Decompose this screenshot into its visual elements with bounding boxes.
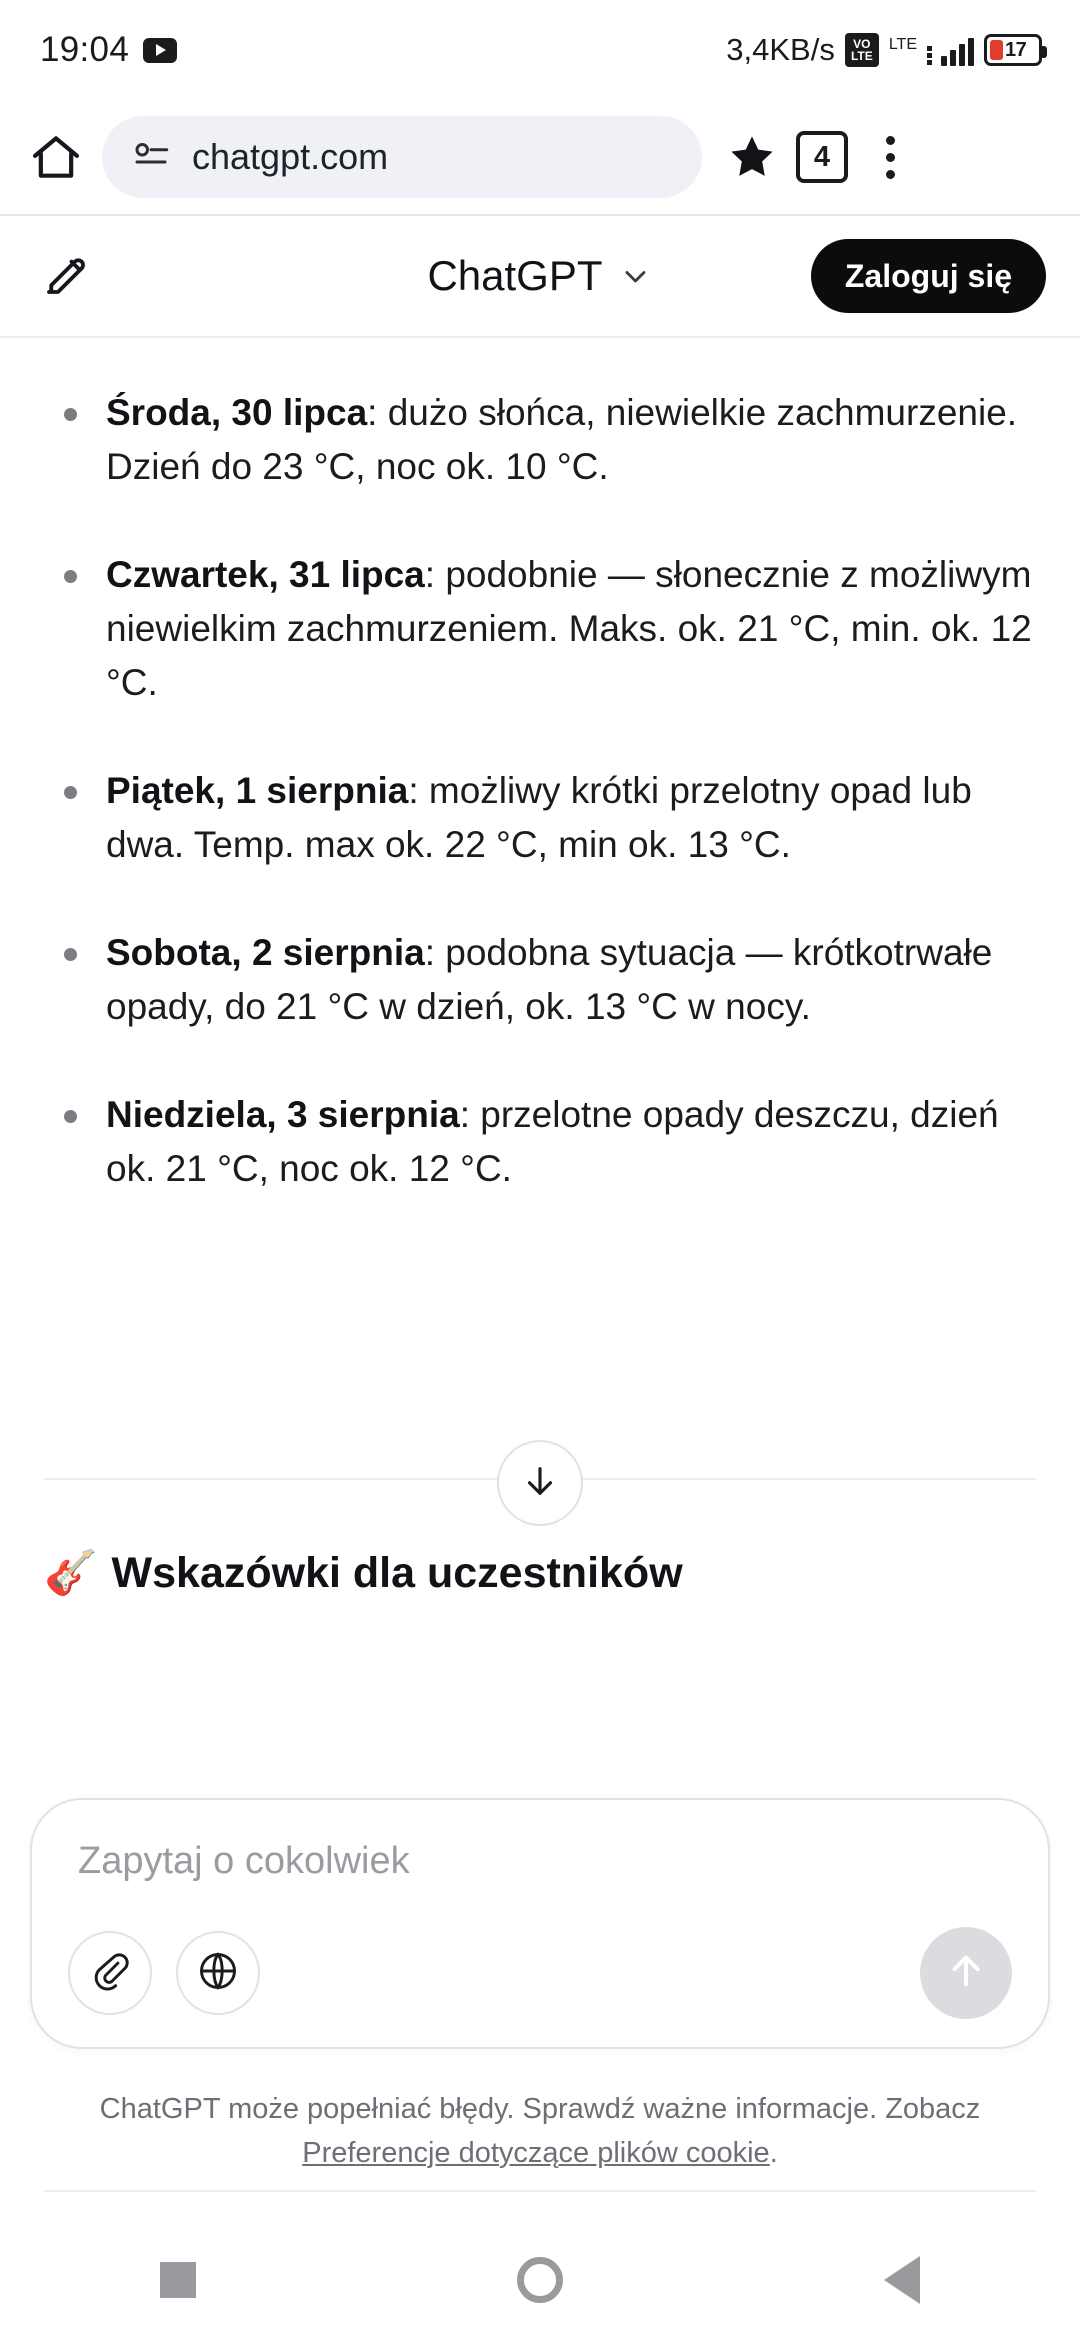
status-bar-left <box>40 30 177 70</box>
signal-bars-icon <box>941 34 974 66</box>
next-section-heading-text: Wskazówki dla uczestników <box>111 1548 683 1597</box>
kebab-menu-icon[interactable] <box>866 129 914 185</box>
address-bar[interactable] <box>102 116 702 198</box>
tab-counter-button[interactable]: 4 <box>796 131 848 183</box>
composer-container <box>0 1798 1080 2049</box>
list-item <box>44 764 1036 872</box>
attach-file-button[interactable] <box>68 1931 152 2015</box>
list-item-day: Czwartek, 31 lipca <box>106 554 425 596</box>
composer-actions <box>68 1927 1012 2019</box>
globe-icon <box>196 1949 240 1998</box>
arrow-down-icon <box>519 1460 561 1507</box>
star-filled-icon[interactable] <box>726 131 778 183</box>
home-circle-icon[interactable] <box>517 2257 563 2303</box>
list-item <box>44 926 1036 1034</box>
weather-forecast-list <box>44 386 1036 1196</box>
arrow-up-send-icon <box>943 1948 989 1999</box>
next-section-heading <box>44 1548 683 1598</box>
cookie-preferences-link[interactable]: Preferencje dotyczące plików cookie <box>302 2136 770 2169</box>
list-item-text: : możliwy krótki przelotny opad lub dwa. Temp. max ok. 22 °C, min ok. 13 °C. <box>106 770 972 866</box>
page-title[interactable] <box>427 249 652 303</box>
list-item-text: : przelotne opady deszczu, dzień ok. 21 °C, noc ok. 12 °C. <box>106 1094 999 1190</box>
guitar-emoji-icon: 🎸 <box>44 1549 98 1597</box>
youtube-play-icon <box>143 38 177 63</box>
status-bar-right <box>726 32 1042 68</box>
home-icon[interactable] <box>28 129 84 185</box>
browser-toolbar <box>0 100 1080 216</box>
battery-icon <box>984 34 1042 66</box>
status-bar <box>0 0 1080 100</box>
divider <box>44 2190 1036 2192</box>
volte-icon: VO LTE <box>845 33 879 67</box>
conversation-area <box>0 338 1080 1598</box>
chevron-down-icon[interactable] <box>619 255 653 303</box>
send-button[interactable] <box>920 1927 1012 2019</box>
lte-icon: LTE <box>888 36 917 53</box>
web-search-button[interactable] <box>176 1931 260 2015</box>
list-item <box>44 386 1036 494</box>
battery-percent-label: 17 <box>1005 38 1027 61</box>
login-button[interactable]: Zaloguj się <box>811 239 1046 313</box>
paperclip-icon <box>89 1950 131 1997</box>
list-item-text: : dużo słońca, niewielkie zachmurzenie. Dzień do 23 °C, noc ok. 10 °C. <box>106 392 1018 488</box>
list-item-text: : podobna sytuacja — krótkotrwałe opady, do 21 °C w dzień, ok. 13 °C w nocy. <box>106 932 993 1028</box>
message-input[interactable]: Zapytaj o cokolwiek <box>78 1840 410 1882</box>
disclaimer-text: ChatGPT może popełniać błędy. Sprawdź ważne informacje. Zobacz <box>99 2093 981 2125</box>
list-item <box>44 548 1036 710</box>
list-item-text: : podobnie — słonecznie z możliwym niewielkim zachmurzeniem. Maks. ok. 21 °C, min. ok. 12 °C. <box>106 554 1032 704</box>
list-item-day: Sobota, 2 sierpnia <box>106 932 425 974</box>
system-navigation-bar <box>0 2220 1080 2340</box>
back-triangle-icon[interactable] <box>884 2256 920 2304</box>
composer[interactable] <box>30 1798 1050 2049</box>
list-item <box>44 1088 1036 1196</box>
site-permissions-icon[interactable] <box>130 134 172 181</box>
list-item-day: Niedziela, 3 sierpnia <box>106 1094 460 1136</box>
list-item-day: Środa, 30 lipca <box>106 392 368 433</box>
disclaimer-period: . <box>769 2136 778 2169</box>
list-item-day: Piątek, 1 sierpnia <box>106 770 409 812</box>
app-title-text: ChatGPT <box>427 252 603 299</box>
network-speed-label: 3,4KB/s <box>726 32 835 67</box>
scroll-to-bottom-button[interactable] <box>497 1440 583 1526</box>
app-header <box>0 216 1080 338</box>
url-text: chatgpt.com <box>192 136 389 177</box>
new-chat-pencil-icon[interactable] <box>40 247 94 306</box>
clock: 19:04 <box>40 30 130 69</box>
recents-square-icon[interactable] <box>160 2262 196 2298</box>
signal-secondary-icon <box>927 35 932 65</box>
footer-disclaimer <box>0 2088 1080 2175</box>
